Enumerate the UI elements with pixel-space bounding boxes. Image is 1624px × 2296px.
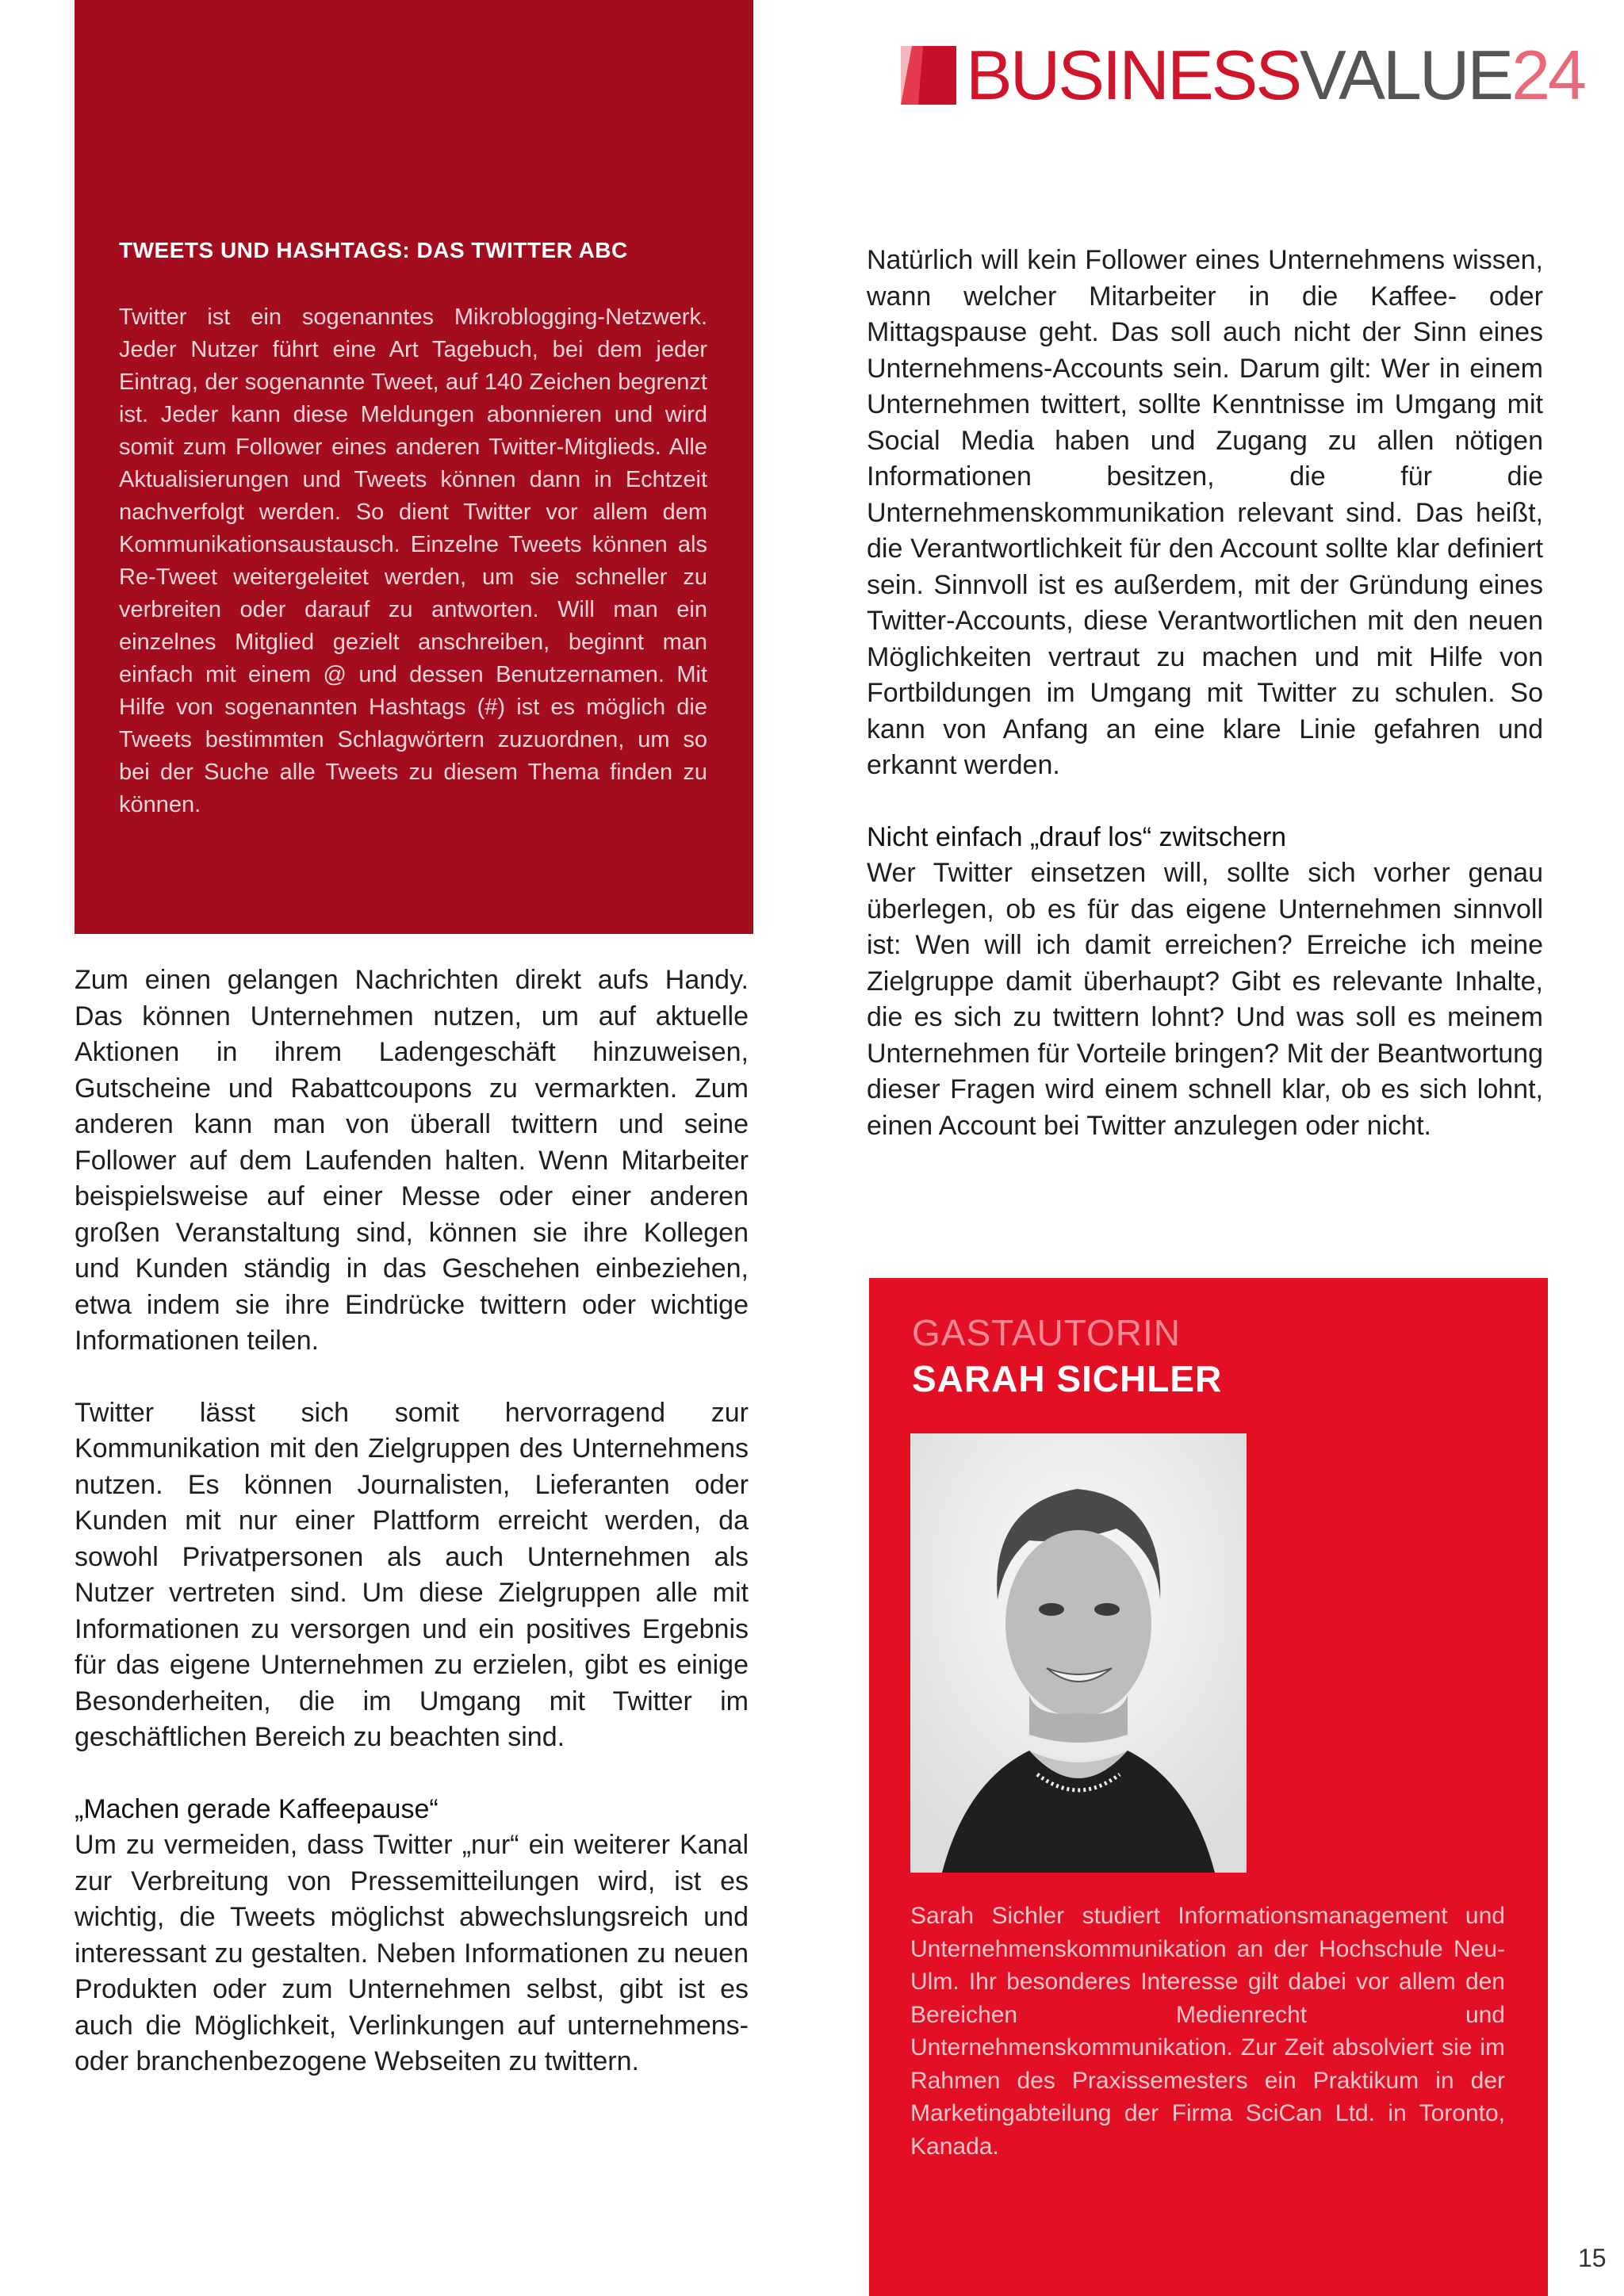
left-subheading: „Machen gerade Kaffeepause“ [75,1793,439,1824]
author-caption: GASTAUTORIN [912,1312,1181,1353]
sidebar-title: TWEETS UND HASHTAGS: DAS TWITTER ABC [119,238,628,262]
logo-wordmark [966,36,1584,114]
logo-number: 24 [1511,36,1584,114]
guest-author-box [869,1278,1548,2296]
left-paragraph-3: Um zu vermeiden, dass Twitter „nur“ ein weiterer Kanal zur Verbreitung von Pressemitteilungen wird, ist es wichtig, die Tweets möglichst abwechslungsreich und interessant zu gestalten. Neben Informationen zu neuen Produkten oder zum Unternehmen selbst, gibt ist es auch die Möglichkeit, Verlinkungen auf unternehmens- oder branchenbezogene Webseiten zu twittern. [75,1830,749,2076]
logo-value: VALUE [1300,36,1512,114]
right-subheading: Nicht einfach „drauf los“ zwitschern [867,821,1287,852]
left-column [75,962,749,2116]
author-bio: Sarah Sichler studiert Informationsmanagement und Unternehmenskommunikation an der Hochschule Neu-Ulm. Ihr besonderes Interesse gilt dabei vor allem den Bereichen Medienrecht und Unternehmenskommunikation. Zur Zeit absolviert sie im Rahmen des Praxissemesters ein Praktikum in der Marketingabteilung der Firma SciCan Ltd. in Toronto, Kanada. [910,1903,1505,2160]
right-paragraph-1: Natürlich will kein Follower eines Unternehmens wissen, wann welcher Mitarbeiter in die Kaffee- oder Mittagspause geht. Das soll auch nicht der Sinn eines Unternehmens-Accounts sein. Darum gilt: Wer in einem Unternehmen twittert, sollte Kenntnisse im Umgang mit Social Media haben und Zugang zu allen nötigen Informationen besitzen, die für die Unternehmenskommunikation relevant sind. Das heißt, die Verantwortlichkeit für den Account sollte klar definiert sein. Sinnvoll ist es außerdem, mit der Gründung eines Twitter-Accounts, diese Verantwortlichen mit den neuen Möglichkeiten vertraut zu machen und mit Hilfe von Fortbildungen im Umgang mit Twitter zu schulen. So kann von Anfang an eine klare Linie gefahren und erkannt werden. [867,245,1543,780]
author-portrait-icon [910,1433,1247,1873]
author-name: SARAH SICHLER [912,1358,1223,1399]
left-paragraph-2: Twitter lässt sich somit hervorragend zur Kommunikation mit den Zielgruppen des Unternehmens nutzen. Es können Journalisten, Lieferanten oder Kunden mit nur einer Plattform erreicht werden, da sowohl Privatpersonen als auch Unternehmen als Nutzer vertreten sind. Um diese Zielgruppen alle mit Informationen zu versorgen und ein positives Ergebnis für das eigene Unternehmen zu erzielen, gibt es einige Besonderheiten, die im Umgang mit Twitter im geschäftlichen Bereich zu beachten sind. [75,1397,749,1752]
right-column [867,243,1543,1180]
left-paragraph-1: Zum einen gelangen Nachrichten direkt aufs Handy. Das können Unternehmen nutzen, um auf aktuelle Aktionen in ihrem Ladengeschäft hinzuweisen, Gutscheine und Rabattcoupons zu vermarkten. Zum anderen kann man von überall twittern und seine Follower auf dem Laufenden halten. Wenn Mitarbeiter beispielsweise auf einer Messe oder einer anderen großen Veranstaltung sind, können sie ihre Kollegen und Kunden ständig in das Geschehen einbeziehen, etwa indem sie ihre Eindrücke twittern oder wichtige Informationen teilen. [75,965,749,1356]
magazine-logo [901,36,1591,114]
sidebar-body: Twitter ist ein sogenanntes Mikroblogging-Netzwerk. Jeder Nutzer führt eine Art Tagebuch, bei dem jeder Eintrag, der sogenannte Tweet, auf 140 Zeichen begrenzt ist. Jeder kann diese Meldungen abonnieren und wird somit zum Follower eines anderen Twitter-Mitglieds. Alle Aktualisierungen und Tweets können dann in Echtzeit nachverfolgt werden. So dient Twitter vor allem dem Kommunikationsaustausch. Einzelne Tweets können als Re-Tweet weitergeleitet werden, um sie schneller zu verbreiten oder darauf zu antworten. Will man ein einzelnes Mitglied gezielt anschreiben, beginnt man einfach mit einem @ und dessen Benutzernamen. Mit Hilfe von sogenannten Hashtags (#) ist es möglich die Tweets bestimmten Schlagwörtern zuzuordnen, um so bei der Suche alle Tweets zu diesem Thema finden zu können. [119,304,707,817]
logo-business: BUSINESS [966,36,1300,114]
page-number: 15 [1578,2244,1607,2272]
logo-mark-icon [901,46,956,105]
twitter-abc-sidebar [75,0,753,934]
right-paragraph-2: Wer Twitter einsetzen will, sollte sich vorher genau überlegen, ob es für das eigene Unternehmen sinnvoll ist: Wen will ich damit erreichen? Erreiche ich meine Zielgruppe damit überhaupt? Gibt es relevante Inhalte, die es sich zu twittern lohnt? Und was soll es meinem Unternehmen für Vorteile bringen? Mit der Beantwortung dieser Fragen wird einem schnell klar, ob es sich lohnt, einen Account bei Twitter anzulegen oder nicht. [867,858,1543,1141]
author-photo [910,1433,1247,1873]
